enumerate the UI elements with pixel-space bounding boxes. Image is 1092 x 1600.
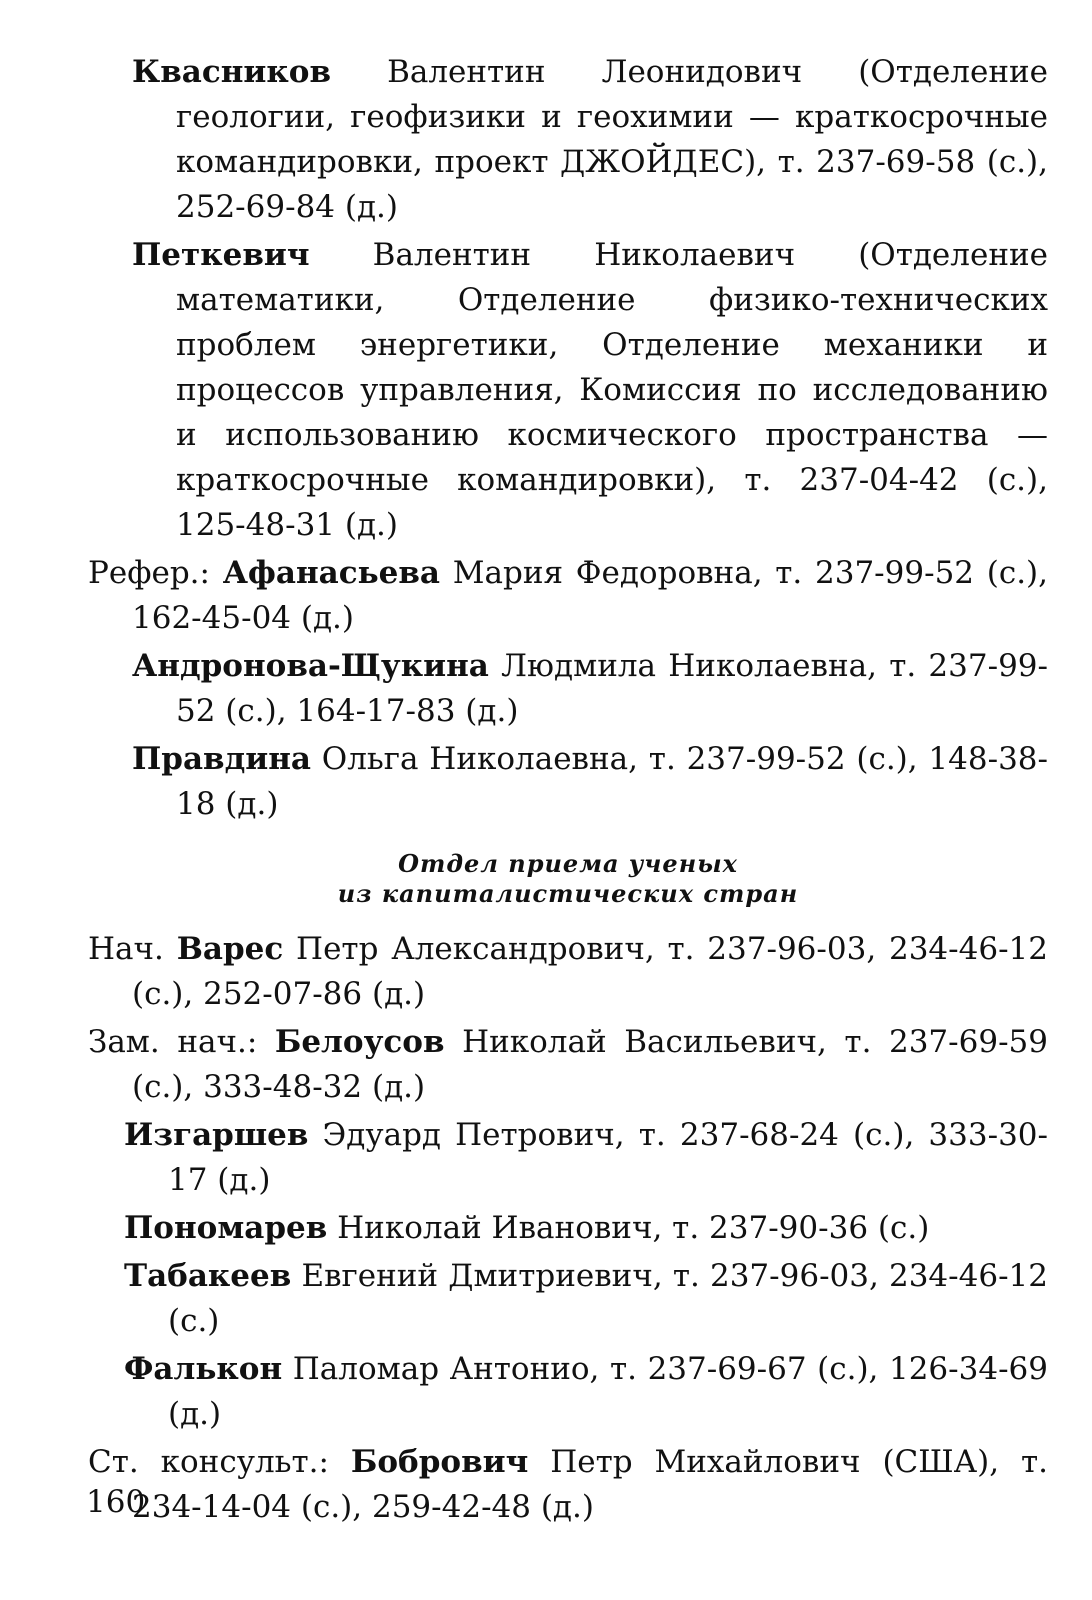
person-name: Пономарев [124,1210,328,1246]
person-name: Квасников [132,54,331,90]
entry-afanasyeva [88,551,1048,641]
section-heading [88,849,1048,909]
role-prefix: Зам. нач.: [88,1024,275,1060]
person-name: Петкевич [132,237,310,273]
entry-details: Мария Федоровна, т. 237-99-52 (с.), 162-45-04 (д.) [132,555,1048,636]
entry-details: Эдуард Петрович, т. 237-68-24 (с.), 333-30-17 (д.) [168,1117,1048,1198]
entry-bobrovich [88,1440,1048,1530]
role-prefix: Рефер.: [88,555,223,591]
entry-details: Паломар Антонио, т. 237-69-67 (с.), 126-34-69 (д.) [168,1351,1048,1432]
entry-petkevich [132,233,1048,548]
person-name: Варес [176,931,284,967]
entry-ponomarev [124,1206,1048,1251]
entry-details: Петр Михайлович (США), т. 234-14-04 (с.), 259-42-48 (д.) [132,1444,1048,1525]
person-name: Изгаршев [124,1117,309,1153]
entry-pravdina [132,737,1048,827]
entry-details: Валентин Николаевич (Отделение математики, Отделение физико-технических проблем энергетики, Отделение механики и процессов управления, Комиссия по исследованию и использованию космического пространства — краткосрочные командировки), т. 237-04-42 (с.), 125-48-31 (д.) [176,237,1048,543]
person-name: Андронова-Щукина [132,648,489,684]
person-name: Бобрович [350,1444,529,1480]
entry-belousov [88,1020,1048,1110]
person-name: Афанасьева [222,555,441,591]
role-prefix: Ст. консульт.: [88,1444,351,1480]
entry-details: Валентин Леонидович (Отделение геологии, геофизики и геохимии — краткосрочные командировки, проект ДЖОЙДЕС), т. 237-69-58 (с.), 252-69-84 (д.) [176,54,1048,225]
entry-details: Людмила Николаевна, т. 237-99-52 (с.), 164-17-83 (д.) [176,648,1048,729]
person-name: Правдина [132,741,312,777]
entry-details: Николай Иванович, т. 237-90-36 (с.) [327,1210,930,1246]
entry-tabakeev [124,1254,1048,1344]
entry-details: Евгений Дмитриевич, т. 237-96-03, 234-46-12 (с.) [168,1258,1048,1339]
section-heading-line-1: Отдел приема ученых [398,849,738,878]
entry-falkon [124,1347,1048,1437]
person-name: Фалькон [124,1351,283,1387]
entry-details: Ольга Николаевна, т. 237-99-52 (с.), 148-38-18 (д.) [176,741,1048,822]
entry-vares [88,927,1048,1017]
entry-andronova-shchukina [132,644,1048,734]
person-name: Табакеев [124,1258,292,1294]
entry-details: Николай Васильевич, т. 237-69-59 (с.), 333-48-32 (д.) [132,1024,1048,1105]
entry-details: Петр Александрович, т. 237-96-03, 234-46-12 (с.), 252-07-86 (д.) [132,931,1048,1012]
page-number: 160 [86,1484,146,1520]
entry-izgarshev [124,1113,1048,1203]
section-heading-line-2: из капиталистических стран [337,879,799,908]
person-name: Белоусов [274,1024,445,1060]
entry-kvasnikov [132,50,1048,230]
role-prefix: Нач. [88,931,177,967]
